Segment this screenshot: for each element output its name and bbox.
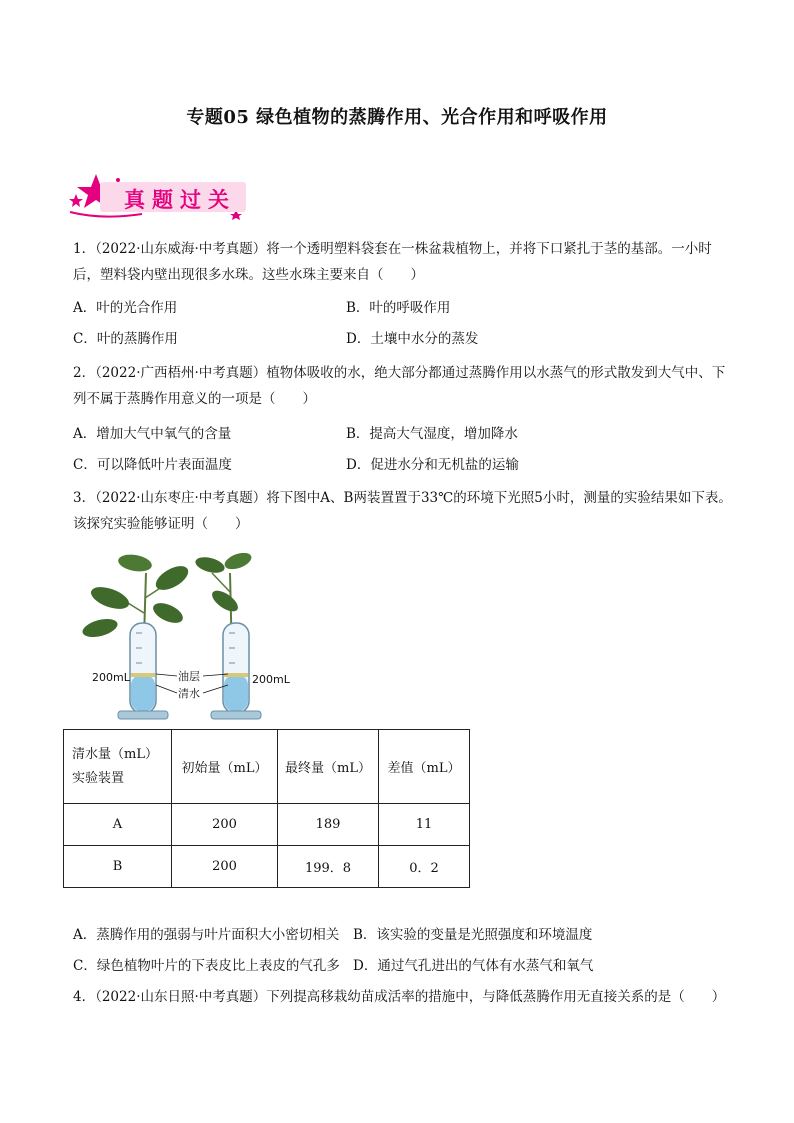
q3-option-d[interactable]: D．通过气孔进出的气体有水蒸气和氧气 xyxy=(353,958,594,974)
tube-a-volume-label: 200mL xyxy=(92,671,130,684)
table-header: 差值（mL） xyxy=(379,730,470,804)
table-cell: B xyxy=(64,846,172,888)
table-header: 最终量（mL） xyxy=(278,730,379,804)
q2-option-b[interactable]: B．提高大气湿度，增加降水 xyxy=(346,426,518,442)
table-row xyxy=(64,846,470,888)
test-tube-b xyxy=(211,623,261,719)
question-1-stem: 1．（2022·山东威海·中考真题）将一个透明塑料袋套在一株盆栽植物上，并将下口紧扎于茎的基部。一小时后，塑料袋内壁出现很多水珠。这些水珠主要来自（ ） xyxy=(73,241,712,283)
q3-option-a[interactable]: A．蒸腾作用的强弱与叶片面积大小密切相关 xyxy=(73,927,340,943)
q1-option-a[interactable]: A．叶的光合作用 xyxy=(73,300,178,316)
question-3-stem: 3．（2022·山东枣庄·中考真题）将下图中A、B两装置置于33℃的环境下光照5小时，测量的实验结果如下表。该探究实验能够证明（ ） xyxy=(73,490,732,532)
table-cell: 199．8 xyxy=(278,846,379,888)
water-label: 清水 xyxy=(178,687,200,700)
corner-line-1: 清水量（mL） xyxy=(72,746,158,762)
table-corner-cell xyxy=(64,730,172,804)
question-2-stem: 2．（2022·广西梧州·中考真题）植物体吸收的水，绝大部分都通过蒸腾作用以水蒸气的形式散发到大气中、下列不属于蒸腾作用意义的一项是（ ） xyxy=(73,365,726,407)
table-header: 初始量（mL） xyxy=(172,730,278,804)
table-cell: 0．2 xyxy=(379,846,470,888)
table-row xyxy=(64,804,470,846)
q3-option-c[interactable]: C．绿色植物叶片的下表皮比上表皮的气孔多 xyxy=(73,958,340,974)
table-cell: 200 xyxy=(172,846,278,888)
page-title: 专题05 绿色植物的蒸腾作用、光合作用和呼吸作用 xyxy=(186,107,608,128)
table-cell: A xyxy=(64,804,172,846)
table-cell: 11 xyxy=(379,804,470,846)
q1-option-c[interactable]: C．叶的蒸腾作用 xyxy=(73,331,178,347)
question-4-stem: 4．（2022·山东日照·中考真题）下列提高移栽幼苗成活率的措施中，与降低蒸腾作用无直接关系的是（ ） xyxy=(73,989,726,1005)
section-banner xyxy=(62,172,252,222)
q1-option-d[interactable]: D．土壤中水分的蒸发 xyxy=(346,331,479,347)
tube-b-volume-label: 200mL xyxy=(252,673,290,686)
q2-option-c[interactable]: C．可以降低叶片表面温度 xyxy=(73,457,232,473)
experiment-figure xyxy=(80,553,310,725)
corner-line-2: 实验装置 xyxy=(72,770,125,786)
q3-option-b[interactable]: B．该实验的变量是光照强度和环境温度 xyxy=(353,927,593,943)
q2-option-d[interactable]: D．促进水分和无机盐的运输 xyxy=(346,457,519,473)
oil-layer-label: 油层 xyxy=(178,670,200,683)
experiment-table xyxy=(63,729,470,888)
table-cell: 189 xyxy=(278,804,379,846)
table-cell: 200 xyxy=(172,804,278,846)
banner-label: 真题过关 xyxy=(124,188,236,212)
q2-option-a[interactable]: A．增加大气中氧气的含量 xyxy=(73,426,232,442)
q1-option-b[interactable]: B．叶的呼吸作用 xyxy=(346,300,451,316)
